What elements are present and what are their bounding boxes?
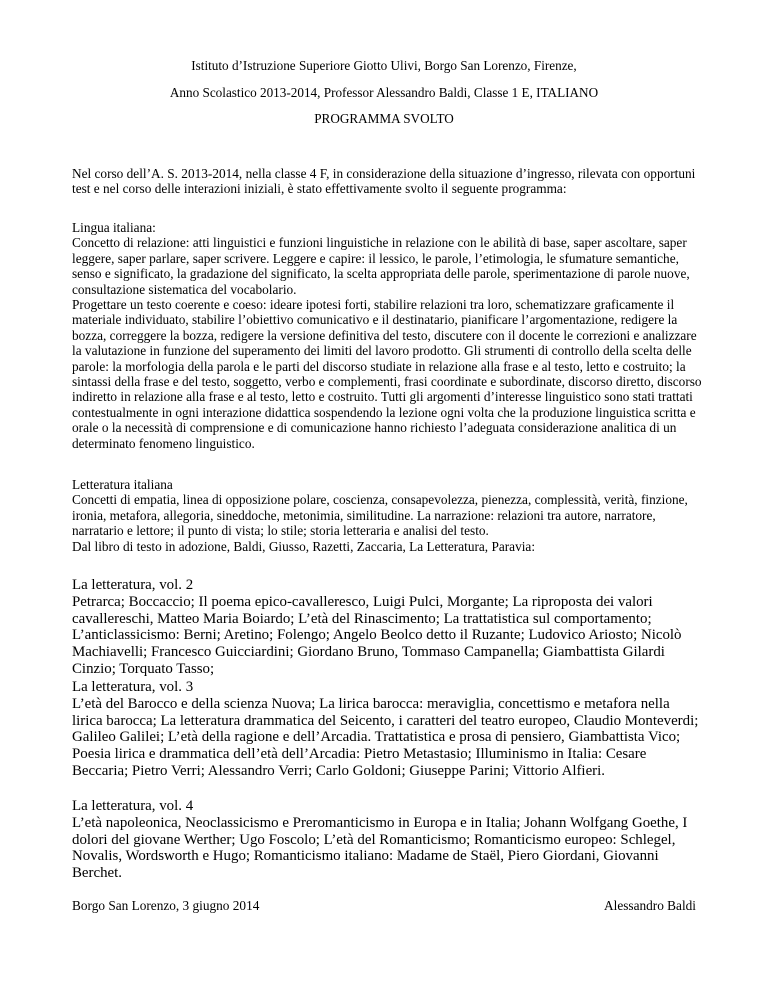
lingua-title: Lingua italiana: xyxy=(72,220,156,235)
letteratura-paragraph-1: Concetti di empatia, linea di opposizione polare, coscienza, consapevolezza, pienezza, complessità, verità, finzione, ironia, metafora, allegoria, sineddoche, metonimia, similitudine. La narrazione: relazioni tra autore, narratore, narratario e lettore; il punto di vista; lo stile; storia letteraria e analisi del testo. xyxy=(72,492,688,539)
section-vol2 xyxy=(72,577,702,678)
vol2-title: La letteratura, vol. 2 xyxy=(72,577,194,593)
header-year-teacher: Anno Scolastico 2013-2014, Professor Alessandro Baldi, Classe 1 E, ITALIANO xyxy=(169,85,599,100)
vol4-title: La letteratura, vol. 4 xyxy=(72,798,194,814)
vol4-text: L’età napoleonica, Neoclassicismo e Preromanticismo in Europa e in Italia; Johann Wolfgang Goethe, I dolori del giovane Werther; Ugo Foscolo; L’età del Romanticismo; Romanticismo europeo: Schlegel, Novalis, Wordsworth e Hugo; Romanticismo italiano: Madame de Staël, Piero Giordani, Giovanni Berchet. xyxy=(72,814,688,882)
letteratura-title: Letteratura italiana xyxy=(72,477,173,492)
lingua-paragraph-1: Concetto di relazione: atti linguistici e funzioni linguistiche in relazione con le abilità di base, saper ascoltare, saper leggere, saper parlare, saper scrivere. Leggere e capire: il lessico, le parole, l’etimologia, le sfumature semantiche, senso e significato, la gradazione del significato, la scelta appropriata delle parole, sperimentazione di parole nuove, consultazione sistematica del vocabolario. xyxy=(72,235,690,297)
section-lingua xyxy=(72,220,702,451)
section-vol4 xyxy=(72,798,702,882)
section-letteratura xyxy=(72,477,702,554)
letteratura-paragraph-2: Dal libro di testo in adozione, Baldi, Giusso, Razetti, Zaccaria, La Letteratura, Paravia: xyxy=(72,538,536,554)
header-title: PROGRAMMA SVOLTO xyxy=(314,111,454,126)
vol2-text: Petrarca; Boccaccio; Il poema epico-cavalleresco, Luigi Pulci, Morgante; La riproposta dei valori cavallereschi, Matteo Maria Boiardo; L’età del Rinascimento; La trattatistica sul comportamento; L’anticlassicismo: Berni; Aretino; Folengo; Angelo Beolco detto il Ruzante; Ludovico Ariosto; Nicolò Machiavelli; Francesco Guicciardini; Giordano Bruno, Tommaso Campanella; Giambattista Gilardi Cinzio; Torquato Tasso; xyxy=(72,593,682,677)
section-vol3 xyxy=(72,679,702,780)
vol3-title: La letteratura, vol. 3 xyxy=(72,679,194,695)
intro-paragraph xyxy=(72,166,702,197)
intro-text: Nel corso dell’A. S. 2013-2014, nella classe 4 F, in considerazione della situazione d’ingresso, rilevata con opportuni test e nel corso delle interazioni iniziali, è stato effettivamente svolto il seguente programma: xyxy=(72,166,696,197)
signature-name: Alessandro Baldi xyxy=(604,898,696,913)
lingua-paragraph-2: Progettare un testo coerente e coeso: ideare ipotesi forti, stabilire relazioni tra loro, schematizzare graficamente il materiale individuato, stabilire l’obiettivo comunicativo e il destinatario, pianificare l’argomentazione, redigere la bozza, correggere la bozza, redigere la versione definitiva del testo, discutere con il docente le correzioni e analizzare la valutazione in funzione del superamento dei limiti del lavoro prodotto. Gli strumenti di controllo della scelta delle parole: la morfologia della parola e le parti del discorso studiate in relazione alla frase e al testo, letto e costruito; la sintassi della frase e del testo, soggetto, verbo e complementi, frasi coordinate e subordinate, discorso diretto, discorso indiretto in relazione alla frase e al testo, letto e costruito. Tutti gli argomenti d’interesse linguistico sono stati trattati contestualmente in ogni interazione didattica sospendendo la lezione ogni volta che la produzione linguistica scritta e orale o la necessità di comprensione e di comunicazione hanno richiesto l’adeguata considerazione analitica di un determinato fenomeno linguistico. xyxy=(72,297,702,451)
vol3-text: L’età del Barocco e della scienza Nuova; La lirica barocca: meraviglia, concettismo e metafora nella lirica barocca; La letteratura drammatica del Seicento, i caratteri del teatro europeo, Claudio Monteverdi; Galileo Galilei; L’età della ragione e dell’Arcadia. Trattatistica e prosa di pensiero, Giambattista Vico; Poesia lirica e drammatica dell’età dell’Arcadia: Pietro Metastasio; Illuminismo in Italia: Cesare Beccaria; Pietro Verri; Alessandro Verri; Carlo Goldoni; Giuseppe Parini; Vittorio Alfieri. xyxy=(72,695,699,779)
place-date: Borgo San Lorenzo, 3 giugno 2014 xyxy=(72,898,260,913)
header-school: Istituto d’Istruzione Superiore Giotto Ulivi, Borgo San Lorenzo, Firenze, xyxy=(191,58,577,73)
